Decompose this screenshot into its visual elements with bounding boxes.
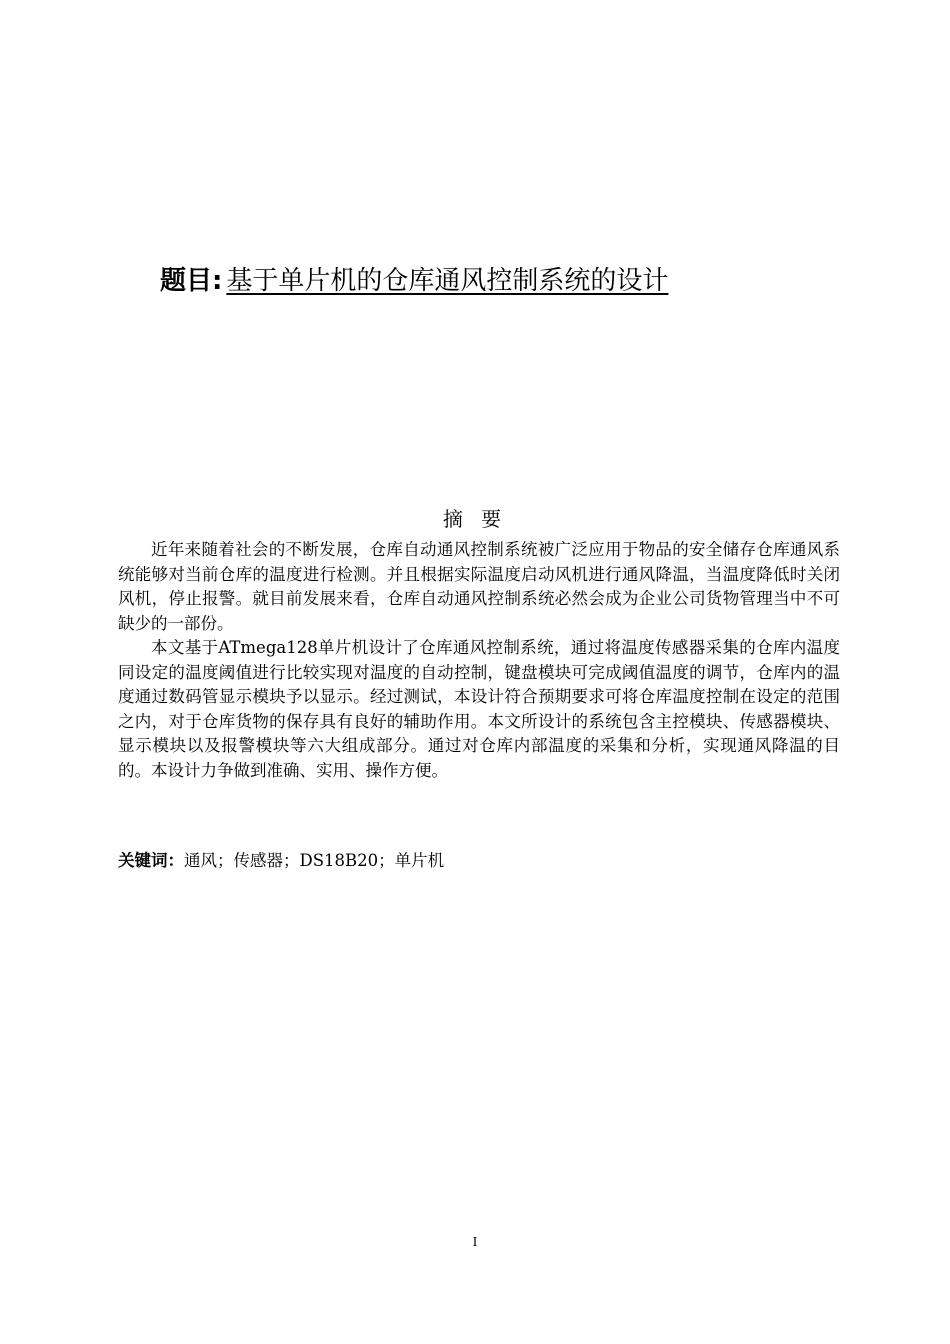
keywords xyxy=(118,849,444,873)
abstract-heading: 摘 要 xyxy=(442,507,508,531)
title-label: 题目: xyxy=(160,266,223,296)
abstract-paragraph-1: 近年来随着社会的不断发展，仓库自动通风控制系统被广泛应用于物品的安全储存仓库通风系统能够对当前仓库的温度进行检测。并且根据实际温度启动风机进行通风降温，当温度降低时关闭风机，停止报警。就目前发展来看，仓库自动通风控制系统必然会成为企业公司货物管理当中不可缺少的一部份。 xyxy=(118,540,840,633)
thesis-title xyxy=(160,262,668,300)
keywords-label: 关键词： xyxy=(118,851,184,870)
title-text: 基于单片机的仓库通风控制系统的设计 xyxy=(226,266,669,296)
abstract-paragraph-2: 本文基于ATmega128单片机设计了仓库通风控制系统，通过将温度传感器采集的仓库内温度同设定的温度阈值进行比较实现对温度的自动控制，键盘模块可完成阈值温度的调节，仓库内的温度通过数码管显示模块予以显示。经过测试，本设计符合预期要求可将仓库温度控制在设定的范围之内，对于仓库货物的保存具有良好的辅助作用。本文所设计的系统包含主控模块、传感器模块、显示模块以及报警模块等六大组成部分。通过对仓库内部温度的采集和分析，实现通风降温的目的。本设计力争做到准确、实用、操作方便。 xyxy=(118,638,840,780)
page-number: I xyxy=(472,1235,478,1249)
abstract-body xyxy=(118,538,840,783)
keywords-text: 通风；传感器；DS18B20；单片机 xyxy=(184,851,445,870)
